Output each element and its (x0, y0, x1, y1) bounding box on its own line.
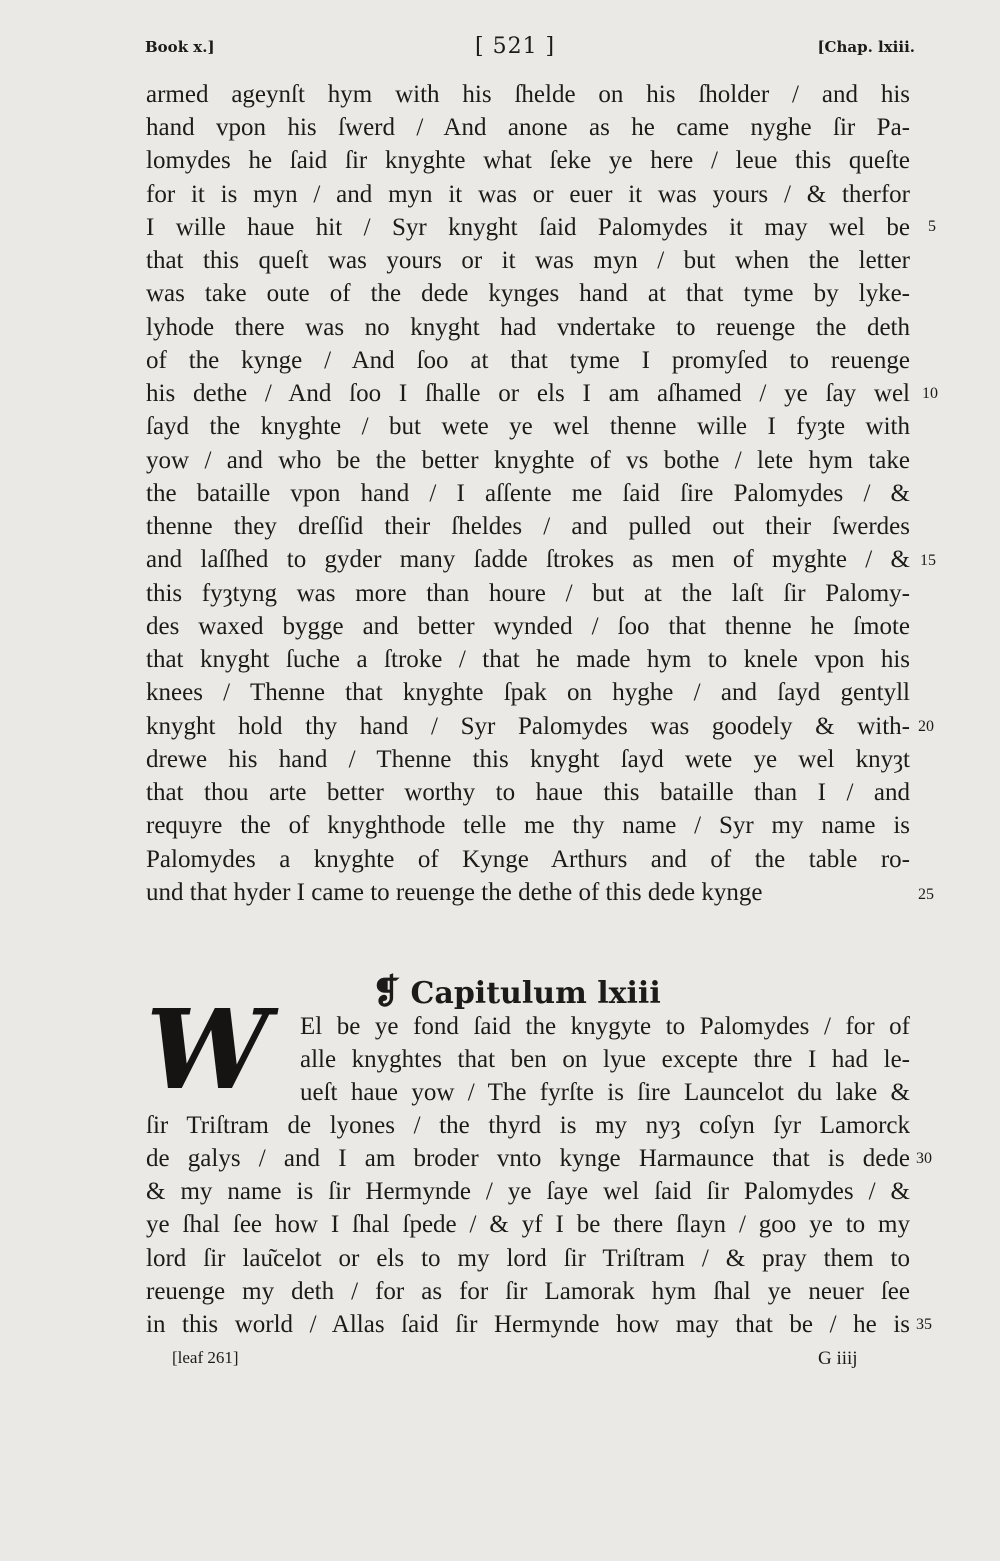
header-chapter-number: [Chap. lxiii. (817, 38, 915, 56)
header-book-number: Book x.] (145, 38, 215, 56)
text-line: this fyȝtyng was more than houre / but at the laſt ſir Palomy- (146, 580, 910, 607)
text-line: Palomydes a knyghte of Kynge Arthurs and of the table ro- (146, 846, 910, 873)
text-line: ueſt haue yow / The fyrſte is ſire Launcelot du lake & (300, 1079, 910, 1106)
line-number: 10 (922, 385, 938, 402)
text-line: de galys / and I am broder vnto kynge Harmaunce that is dede (146, 1145, 910, 1172)
paragraph-mark-icon: ❡ (372, 972, 401, 1012)
text-line: hand vpon his ſwerd / And anone as he came nyghe ſir Pa- (146, 114, 910, 141)
text-line: lord ſir lau͂celot or els to my lord ſir Triſtram / & pray them to (146, 1245, 910, 1272)
leaf-reference: [leaf 261] (172, 1348, 239, 1367)
text-line: in this world / Allas ſaid ſir Hermynde how may that be / he is (146, 1311, 910, 1338)
text-line: und that hyder I came to reuenge the dethe of this dede kynge (146, 879, 763, 906)
line-number: 5 (928, 218, 936, 235)
text-line: ye ſhal ſee how I ſhal ſpede / & yf I be there ſlayn / goo ye to my (146, 1211, 910, 1238)
text-line: the bataille vpon hand / I aſſente me ſaid ſire Palomydes / & (146, 480, 910, 507)
running-header (145, 34, 915, 64)
text-line: was take oute of the dede kynges hand at that tyme by lyke- (146, 280, 910, 307)
text-line: drewe his hand / Thenne this knyght ſayd wete ye wel knyȝt (146, 746, 910, 773)
line-number: 30 (916, 1150, 932, 1167)
text-line: reuenge my deth / for as for ſir Lamorak hym ſhal ye neuer ſee (146, 1278, 910, 1305)
drop-cap-initial: W (146, 985, 256, 1114)
text-line: that thou arte better worthy to haue this bataille than I / and (146, 779, 910, 806)
chapter-heading (372, 972, 661, 1012)
text-line: knyght hold thy hand / Syr Palomydes was goodely & with- (146, 713, 910, 740)
text-line: that knyght ſuche a ſtroke / that he made hym to knele vpon his (146, 646, 910, 673)
line-number: 15 (920, 552, 936, 569)
text-line: lomydes he ſaid ſir knyghte what ſeke ye here / leue this queſte (146, 147, 910, 174)
line-number: 25 (918, 886, 934, 903)
text-line: requyre the of knyghthode telle me thy name / Syr my name is (146, 812, 910, 839)
signature-mark: G iiij (818, 1348, 858, 1369)
text-line: thenne they dreſſid their ſheldes / and pulled out their ſwerdes (146, 513, 910, 540)
text-line: ſayd the knyghte / but wete ye wel thenne wille I fyȝte with (146, 413, 910, 440)
text-line: lyhode there was no knyght had vndertake to reuenge the deth (146, 314, 910, 341)
text-line: of the kynge / And ſoo at that tyme I promyſed to reuenge (146, 347, 910, 374)
text-line: El be ye fond ſaid the knygyte to Palomydes / for of (300, 1013, 910, 1040)
text-line: ſir Triſtram de lyones / the thyrd is my nyȝ coſyn ſyr Lamorck (146, 1112, 910, 1139)
page-number: [ 521 ] (475, 34, 556, 59)
text-line: yow / and who be the better knyghte of vs bothe / lete hym take (146, 447, 910, 474)
text-line: his dethe / And ſoo I ſhalle or els I am aſhamed / ye ſay wel (146, 380, 910, 407)
text-line: that this queſt was yours or it was myn / but when the letter (146, 247, 910, 274)
text-line: and laſſhed to gyder many ſadde ſtrokes as men of myghte / & (146, 546, 910, 573)
text-line: for it is myn / and myn it was or euer it was yours / & therfor (146, 181, 910, 208)
text-line: & my name is ſir Hermynde / ye ſaye wel ſaid ſir Palomydes / & (146, 1178, 910, 1205)
text-line: armed ageynſt hym with his ſhelde on his ſholder / and his (146, 81, 910, 108)
line-number: 35 (916, 1316, 932, 1333)
chapter-title: Capitulum lxiii (410, 976, 661, 1011)
text-line: alle knyghtes that ben on lyue excepte thre I had le- (300, 1046, 910, 1073)
line-number: 20 (918, 718, 934, 735)
text-line: I wille haue hit / Syr knyght ſaid Palomydes it may wel be (146, 214, 910, 241)
text-line: des waxed bygge and better wynded / ſoo that thenne he ſmote (146, 613, 910, 640)
text-line: knees / Thenne that knyghte ſpak on hyghe / and ſayd gentyll (146, 679, 910, 706)
